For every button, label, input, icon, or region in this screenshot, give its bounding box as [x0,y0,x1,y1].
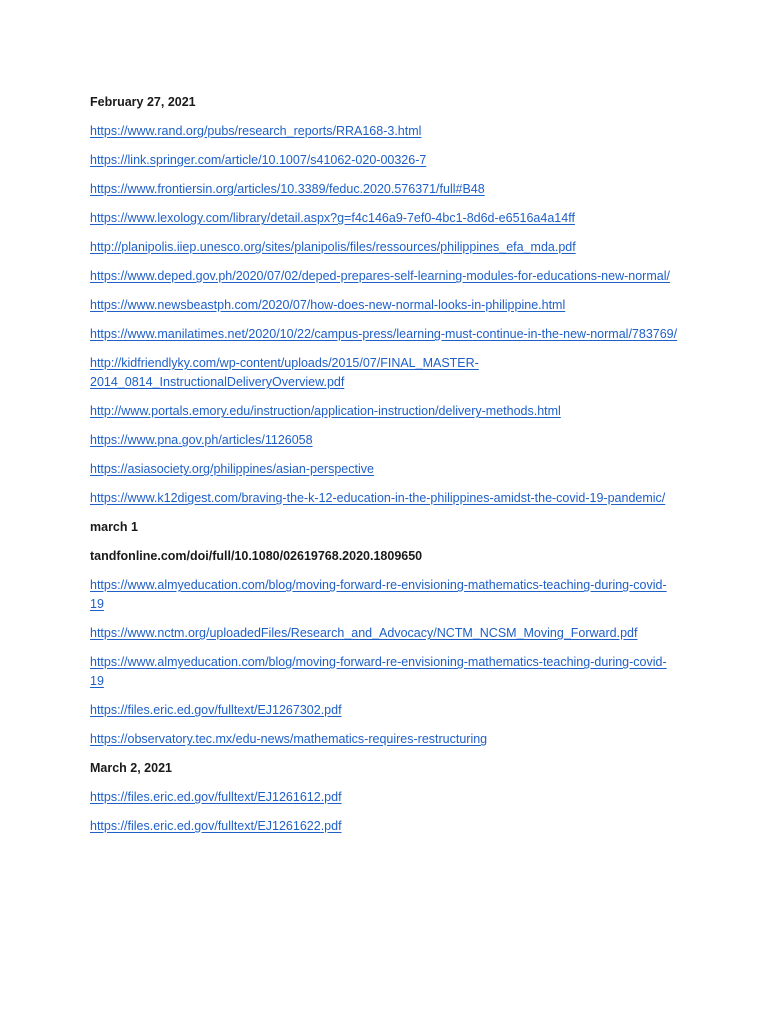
link-rand[interactable]: https://www.rand.org/pubs/research_reports/RRA168-3.html [90,124,422,138]
link-lexology[interactable]: https://www.lexology.com/library/detail.aspx?g=f4c146a9-7ef0-4bc1-8d6d-e6516a4a14ff [90,211,575,225]
link-almyeducation[interactable]: https://www.almyeducation.com/blog/moving-forward-re-envisioning-mathematics-teaching-during-covid-19 [90,655,667,688]
link-kidfriendlyky[interactable]: http://kidfriendlyky.com/wp-content/uploads/2015/07/FINAL_MASTER-2014_0814_InstructionalDeliveryOverview.pdf [90,356,479,389]
link-deped[interactable]: https://www.deped.gov.ph/2020/07/02/deped-prepares-self-learning-modules-for-educations-new-normal/ [90,269,670,283]
date-heading: February 27, 2021 [90,95,196,109]
link-k12digest[interactable]: https://www.k12digest.com/braving-the-k-12-education-in-the-philippines-amidst-the-covid-19-pandemic/ [90,491,666,505]
link-eric[interactable]: https://files.eric.ed.gov/fulltext/EJ1261622.pdf [90,819,342,833]
link-nctm[interactable]: https://www.nctm.org/uploadedFiles/Research_and_Advocacy/NCTM_NCSM_Moving_Forward.pdf [90,626,638,640]
date-heading: march 1 [90,520,138,534]
link-pna[interactable]: https://www.pna.gov.ph/articles/1126058 [90,433,313,447]
link-asiasociety[interactable]: https://asiasociety.org/philippines/asian-perspective [90,462,374,476]
link-emory[interactable]: http://www.portals.emory.edu/instruction/application-instruction/delivery-methods.html [90,404,561,418]
link-frontiersin[interactable]: https://www.frontiersin.org/articles/10.3389/feduc.2020.576371/full#B48 [90,182,485,196]
plain-reference: tandfonline.com/doi/full/10.1080/02619768.2020.1809650 [90,549,423,563]
link-eric[interactable]: https://files.eric.ed.gov/fulltext/EJ1261612.pdf [90,790,342,804]
link-eric[interactable]: https://files.eric.ed.gov/fulltext/EJ1267302.pdf [90,703,342,717]
link-springer[interactable]: https://link.springer.com/article/10.1007/s41062-020-00326-7 [90,153,427,167]
link-newsbeastph[interactable]: https://www.newsbeastph.com/2020/07/how-does-new-normal-looks-in-philippine.html [90,298,566,312]
link-manilatimes[interactable]: https://www.manilatimes.net/2020/10/22/campus-press/learning-must-continue-in-the-new-normal/783769/ [90,327,678,341]
document-body [90,93,680,836]
link-planipolis[interactable]: http://planipolis.iiep.unesco.org/sites/planipolis/files/ressources/philippines_efa_mda.pdf [90,240,576,254]
link-observatory-tec[interactable]: https://observatory.tec.mx/edu-news/mathematics-requires-restructuring [90,732,488,746]
link-almyeducation[interactable]: https://www.almyeducation.com/blog/moving-forward-re-envisioning-mathematics-teaching-during-covid-19 [90,578,667,611]
date-heading: March 2, 2021 [90,761,172,775]
